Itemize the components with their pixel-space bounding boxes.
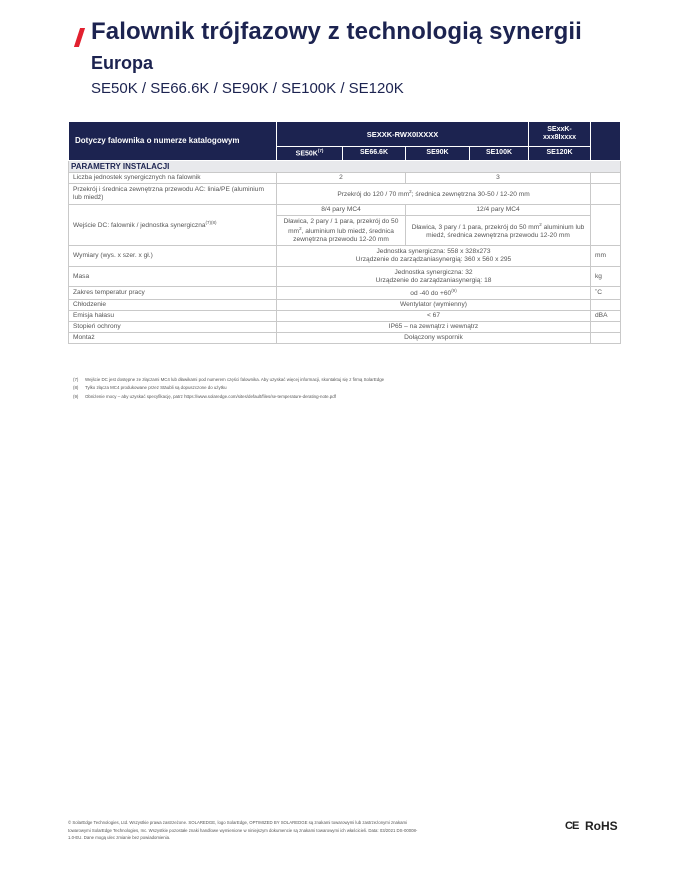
page-title: Falownik trójfazowy z technologią synergii xyxy=(91,18,582,45)
title-accent-mark xyxy=(74,28,85,47)
footer-line: 1.0-EU. Dane mogą ulec zmianie bez powiadomienia. xyxy=(68,835,171,841)
model-list: SE50K / SE66.6K / SE90K / SE100K / SE120K xyxy=(91,80,404,97)
units-value-b: 3 xyxy=(406,173,591,184)
model-se50k-label: SE50K xyxy=(295,150,318,158)
table-row xyxy=(69,267,621,287)
model-se50k-footnote: (7) xyxy=(317,148,324,153)
table-header-row xyxy=(69,122,621,147)
table-row xyxy=(69,246,621,267)
table-row xyxy=(69,184,621,205)
units-value-a: 2 xyxy=(277,173,406,184)
ce-mark-icon: CE xyxy=(565,820,579,832)
cooling-value: Wentylator (wymienny) xyxy=(277,300,591,311)
row-label-units: Liczba jednostek synergicznych na falownik xyxy=(69,173,277,184)
weight-value: Jednostka synergiczna: 32 Urządzenie do zarządzaniasynergią: 18 xyxy=(277,267,591,287)
model-se50k xyxy=(277,147,343,161)
noise-value: < 67 xyxy=(277,311,591,322)
row-label-weight: Masa xyxy=(69,267,277,287)
footnote-item: (7) Wejście DC jest dostępne ze złączami MC4 lub dławikami pod numerem części falownika. Aby uzyskać więcej informacji, skontaktuj się z firmą SolarEdge xyxy=(73,377,385,382)
row-label-cooling: Chłodzenie xyxy=(69,300,277,311)
model-se100k: SE100K xyxy=(470,147,529,161)
header-unit-cell xyxy=(591,122,621,161)
table-row xyxy=(69,173,621,184)
temp-unit: ˚C xyxy=(591,287,621,300)
row-label-mounting: Montaż xyxy=(69,332,277,343)
page-subtitle: Europa xyxy=(91,53,154,73)
unit-cell xyxy=(591,173,621,184)
footnote-item: (9) Obniżenie mocy – aby uzyskać specyfikację, patrz https://www.solaredge.com/sites/default/files/se-temperature-derating-note.pdf xyxy=(73,393,336,399)
row-label-protection: Stopień ochrony xyxy=(69,322,277,333)
copyright-footer xyxy=(68,819,458,842)
table-row xyxy=(69,287,621,300)
ac-cable-value: Przekrój do 120 / 70 $mm^2$; średnica zewnętrzna 30-50 / 12-20 mm xyxy=(277,184,591,205)
model-se66-6k: SE66.6K xyxy=(343,147,406,161)
table-row xyxy=(69,311,621,322)
section-title: PARAMETRY INSTALACJI xyxy=(69,160,621,173)
unit-cell xyxy=(591,322,621,333)
dc-mc4-b: 12/4 pary MC4 xyxy=(406,205,591,216)
row-label-dimensions: Wymiary (wys. x szer. x gł.) xyxy=(69,246,277,267)
row-label-noise: Emisja hałasu xyxy=(69,311,277,322)
header-group-part-number: SEXXK-RWX0IXXXX xyxy=(277,122,529,147)
footer-line: © SolarEdge Technologies, Ltd. Wszystkie prawa zastrzeżone. SOLAREDGE, logo SolarEdge, OPTIMIZED BY SOLAREDGE są znakami towarowymi lub zastrzeżonymi znakami xyxy=(68,820,408,825)
dc-mc4-a: 8/4 pary MC4 xyxy=(277,205,406,216)
temp-value: od -40 do $+60^{(9)}$ xyxy=(277,287,591,300)
mounting-value: Dołączony wspornik xyxy=(277,332,591,343)
rohs-mark-icon: RoHS xyxy=(585,819,618,833)
spec-table xyxy=(68,121,621,344)
row-label-dc-input: Wejście DC: falownik / jednostka synergiczna$^{(7)(8)}$ xyxy=(69,205,277,246)
table-row xyxy=(69,205,621,216)
footnote-item: (8) Tylko złącza MC4 produkowane przez Stäubli są dopuszczone do użytku xyxy=(73,385,227,391)
dimensions-unit: mm xyxy=(591,246,621,267)
row-label-temp: Zakres temperatur pracy xyxy=(69,287,277,300)
dc-gland-b: Dławica, 3 pary / 1 para, przekrój do 50 $mm^2$ aluminium lub miedź, średnica zewnętrzna przewodu 12-20 mm xyxy=(406,216,591,246)
table-row xyxy=(69,332,621,343)
table-row xyxy=(69,322,621,333)
unit-cell xyxy=(591,205,621,246)
model-se90k: SE90K xyxy=(406,147,470,161)
unit-cell xyxy=(591,184,621,205)
footer-line: towarowymi SolarEdge Technologies, Inc. Wszystkie pozostałe znaki handlowe wymienione w niniejszym dokumencie są znakami towarowymi ich właścicieli. Data: 03/2021 DS-00008- xyxy=(68,827,418,833)
table-row xyxy=(69,300,621,311)
unit-cell xyxy=(591,332,621,343)
section-header-row xyxy=(69,160,621,173)
header-label: Dotyczy falownika o numerze katalogowym xyxy=(69,122,277,161)
dc-gland-a: Dławica, 2 pary / 1 para, przekrój do 50 $mm^2$, aluminium lub miedź, średnica zewnętrzna przewodu 12-20 mm xyxy=(277,216,406,246)
row-label-ac-cable: Przekrój i średnica zewnętrzna przewodu AC: linia/PE (aluminium lub miedź) xyxy=(69,184,277,205)
weight-unit: kg xyxy=(591,267,621,287)
model-se120k: SE120K xyxy=(529,147,591,161)
noise-unit: dBA xyxy=(591,311,621,322)
footnotes xyxy=(73,376,633,401)
protection-value: IP65 – na zewnątrz i wewnątrz xyxy=(277,322,591,333)
unit-cell xyxy=(591,300,621,311)
header-last-part-number: SExxK-xxx8Ixxxx xyxy=(529,122,591,147)
dimensions-value: Jednostka synergiczna: 558 x 328x273 Urządzenie do zarządzaniasynergią: 360 x 560 x 295 xyxy=(277,246,591,267)
